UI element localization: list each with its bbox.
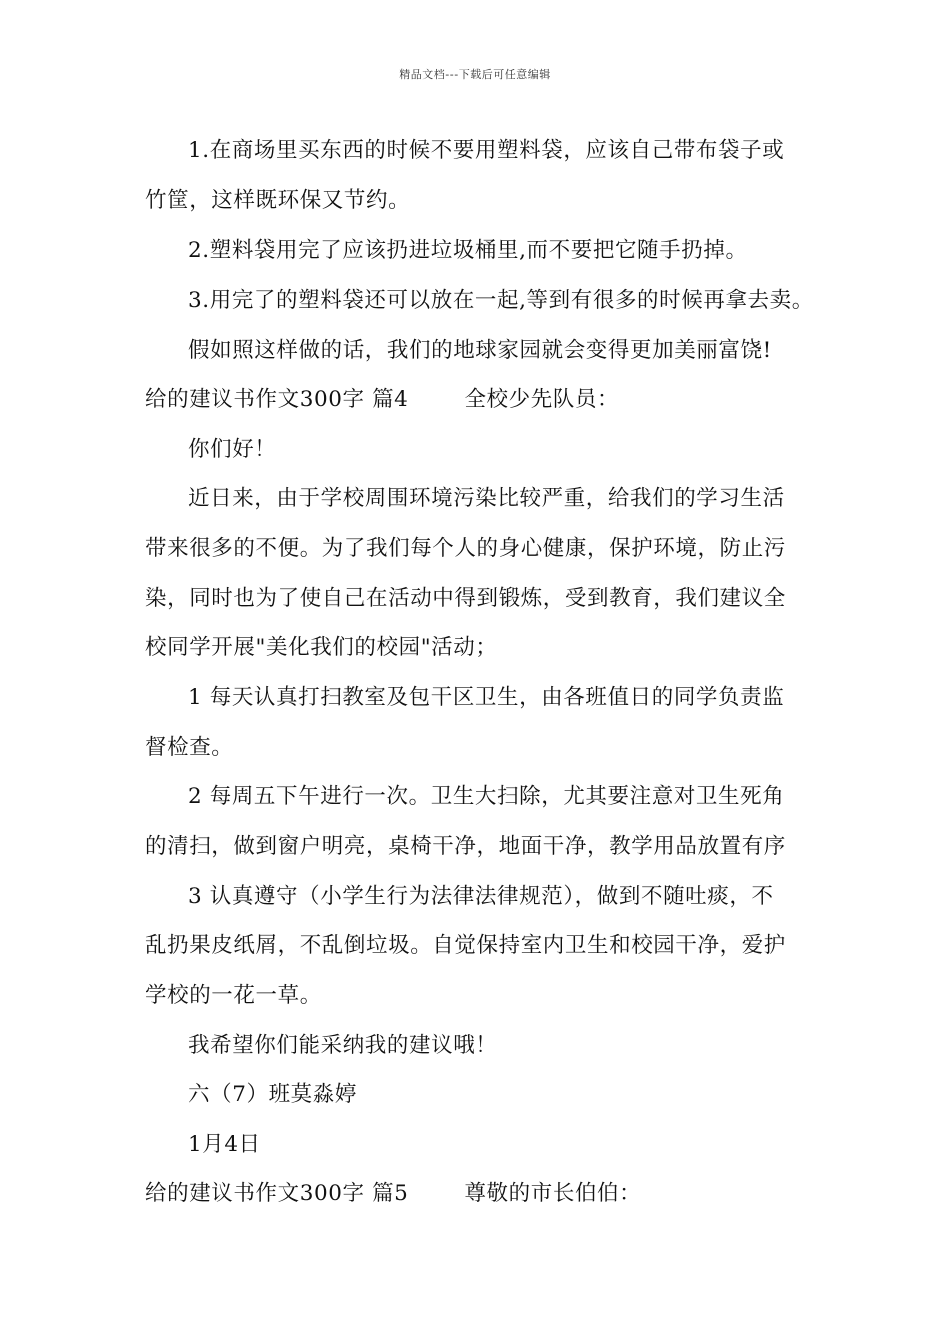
- paragraph-line: 近日来，由于学校周围环境污染比较严重，给我们的学习生活: [188, 486, 785, 511]
- paragraph-line: 2.塑料袋用完了应该扔进垃圾桶里,而不要把它随手扔掉。: [188, 238, 748, 263]
- paragraph-line: 染，同时也为了使自己在活动中得到锻炼，受到教育，我们建议全: [145, 586, 786, 611]
- paragraph-line: 的清扫，做到窗户明亮，桌椅干净，地面干净，教学用品放置有序: [145, 834, 786, 859]
- salutation: 全校少先队员：: [464, 387, 620, 412]
- paragraph-line: 3.用完了的塑料袋还可以放在一起,等到有很多的时候再拿去卖。: [188, 288, 814, 313]
- section-title: 给的建议书作文300字 篇4: [145, 387, 409, 412]
- paragraph-line: 学校的一花一草。: [145, 983, 322, 1008]
- signature-line: 六（7）班莫淼婷: [188, 1082, 357, 1107]
- date-line: 1月4日: [188, 1132, 261, 1157]
- paragraph-line: 2 每周五下午进行一次。卫生大扫除，尤其要注意对卫生死角: [188, 784, 785, 809]
- page-header: 精品文档---下载后可任意编辑: [399, 68, 551, 81]
- paragraph-line: 乱扔果皮纸屑，不乱倒垃圾。自觉保持室内卫生和校园干净，爱护: [145, 933, 786, 958]
- paragraph-line: 3 认真遵守（小学生行为法律法律规范），做到不随吐痰，不: [188, 884, 774, 909]
- paragraph-line: 督检查。: [145, 735, 234, 760]
- salutation: 尊敬的市长伯伯：: [464, 1181, 642, 1206]
- paragraph-line: 校同学开展"美化我们的校园"活动；: [145, 635, 498, 660]
- section-heading-5: [145, 1179, 641, 1209]
- section-title: 给的建议书作文300字 篇5: [145, 1181, 409, 1206]
- paragraph-line: 1 每天认真打扫教室及包干区卫生，由各班值日的同学负责监: [188, 685, 785, 710]
- section-heading-4: [145, 385, 619, 415]
- paragraph-line: 1.在商场里买东西的时候不要用塑料袋，应该自己带布袋子或: [188, 138, 785, 163]
- paragraph-line: 带来很多的不便。为了我们每个人的身心健康，保护环境，防止污: [145, 536, 786, 561]
- paragraph-line: 假如照这样做的话，我们的地球家园就会变得更加美丽富饶!: [188, 338, 772, 363]
- paragraph-line: 你们好！: [188, 437, 277, 462]
- paragraph-line: 我希望你们能采纳我的建议哦！: [188, 1033, 498, 1058]
- paragraph-line: 竹筐，这样既环保又节约。: [145, 188, 411, 213]
